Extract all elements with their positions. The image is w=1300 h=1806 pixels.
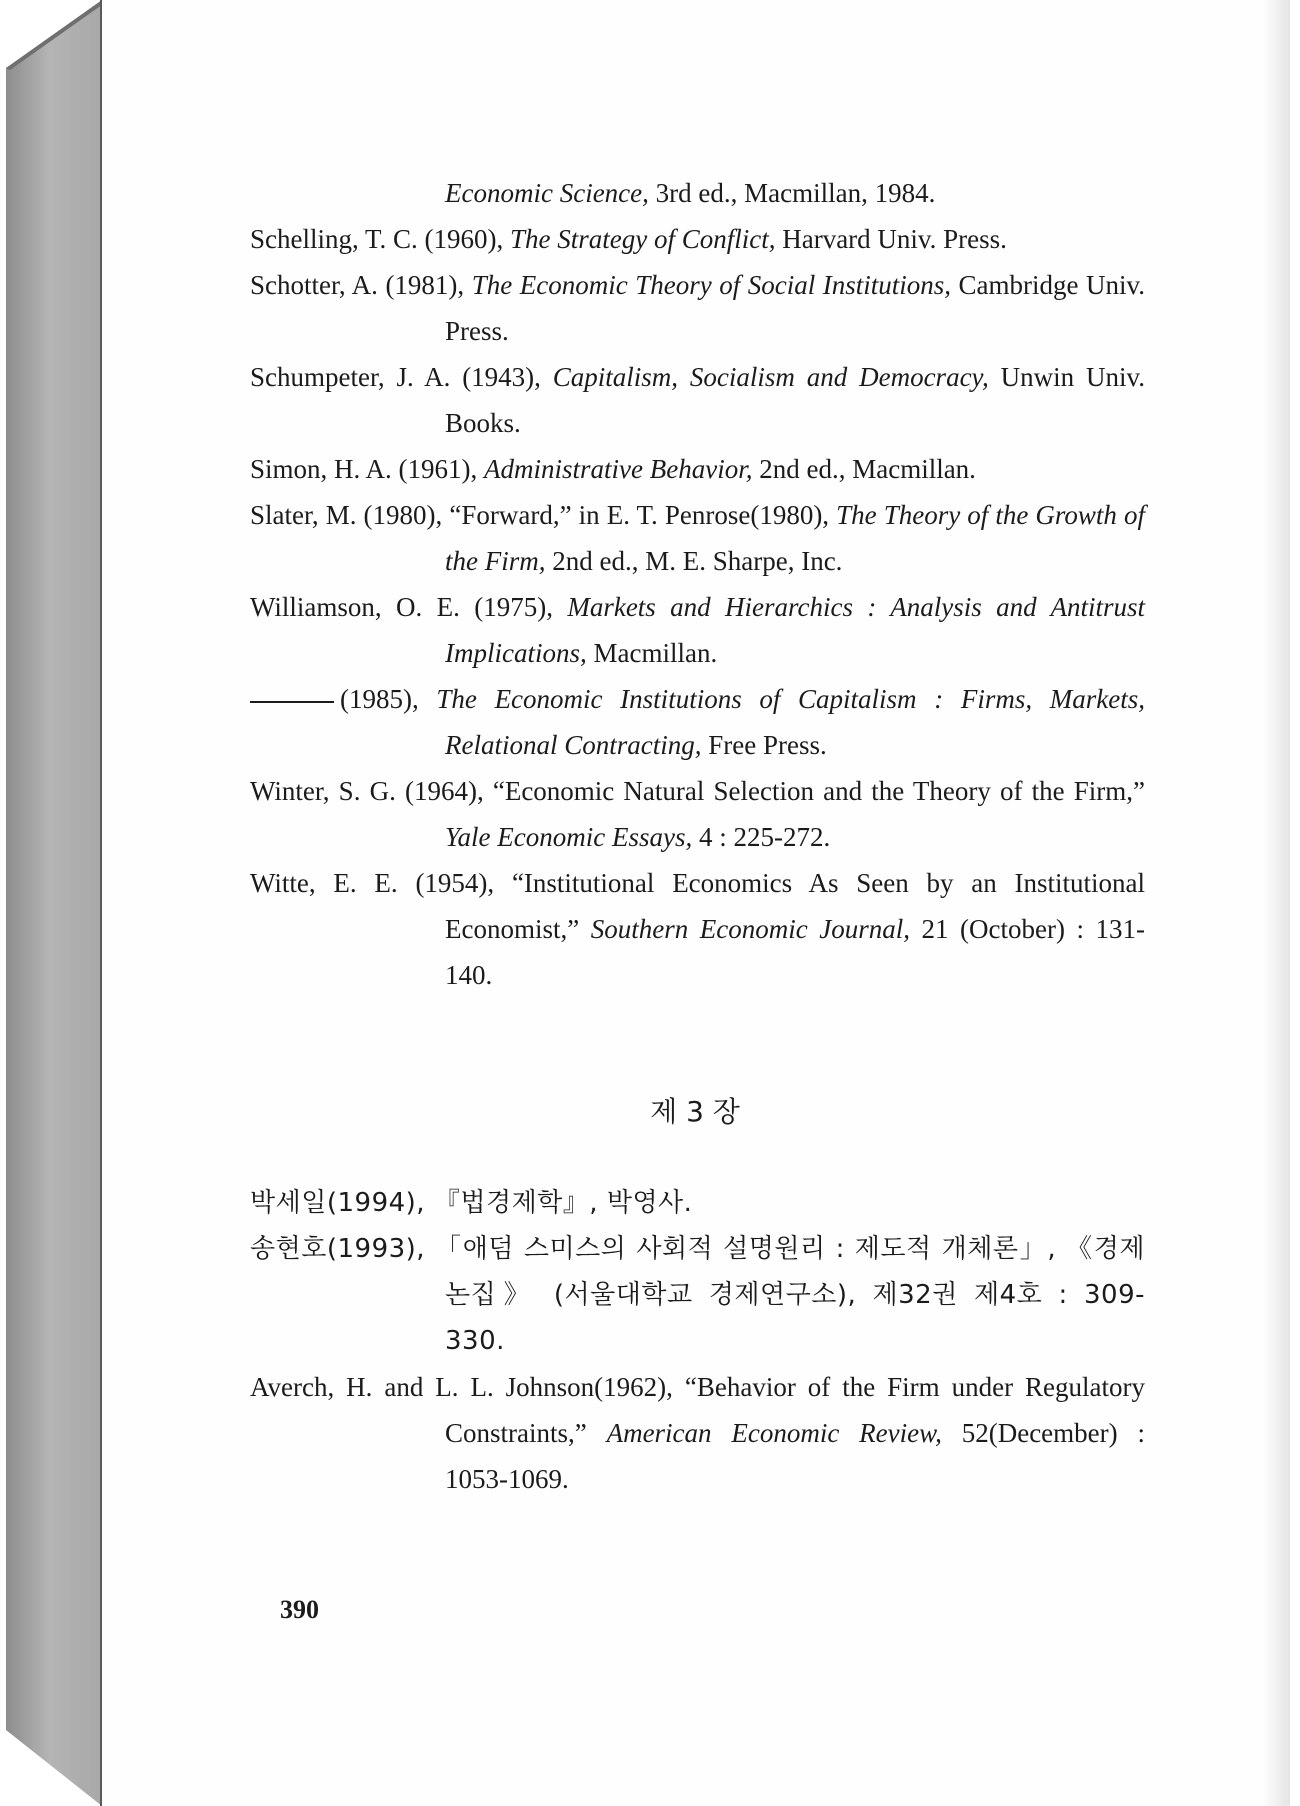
reference-text: Schotter, A. (1981), (250, 270, 472, 300)
reference-text: Schumpeter, J. A. (1943), (250, 362, 553, 392)
page-shadow (1262, 0, 1290, 1806)
reference-text: 52(December) : 1053-1069. (445, 1418, 1145, 1494)
repeat-author-dash (250, 701, 334, 703)
reference-entry (250, 446, 1145, 492)
reference-text: Schelling, T. C. (1960), (250, 224, 510, 254)
reference-text: 박세일(1994), 『법경제학』, 박영사. (250, 1188, 693, 1218)
reference-text: 송현호(1993), 「애덤 스미스의 사회적 설명원리 : 제도적 개체론」, 《경제논집》 (서울대학교 경제연구소), 제32권 제4호 : 309-330. (250, 1234, 1145, 1356)
reference-title: Southern Economic Journal, (590, 914, 910, 944)
reference-text: Free Press. (701, 730, 827, 760)
reference-title: Economic Science, (445, 178, 649, 208)
reference-text: 2nd ed., M. E. Sharpe, Inc. (545, 546, 843, 576)
reference-entry (250, 860, 1145, 998)
reference-title: The Economic Institutions of Capitalism : Firms, Markets, Relational Contracting, (436, 684, 1145, 760)
book-spine (6, 0, 102, 1806)
reference-text: Simon, H. A. (1961), (250, 454, 485, 484)
reference-entry (250, 492, 1145, 584)
reference-title: The Strategy of Conflict, (509, 224, 776, 254)
reference-entry (250, 584, 1145, 676)
reference-text: Winter, S. G. (1964), “Economic Natural Selection and the Theory of the Firm,” (250, 776, 1145, 806)
reference-title: Capitalism, Socialism and Democracy, (552, 362, 989, 392)
reference-title: American Economic Review, (606, 1418, 942, 1448)
reference-text: Averch, H. and L. L. Johnson(1962), “Behavior of the Firm under Regulatory Constraints,” (250, 1372, 1145, 1448)
page-number: 390 (280, 1595, 319, 1624)
reference-text: Macmillan. (586, 638, 718, 668)
reference-title: Markets and Hierarchics : Analysis and Antitrust Implications, (445, 592, 1145, 668)
reference-text: Witte, E. E. (1954), “Institutional Economics As Seen by an Institutional Economist,” (250, 868, 1145, 944)
reference-text: Unwin Univ. Books. (445, 362, 1145, 438)
reference-title: Yale Economic Essays, (445, 822, 693, 852)
reference-title: Administrative Behavior, (484, 454, 753, 484)
reference-text: 3rd ed., Macmillan, 1984. (648, 178, 936, 208)
reference-text: (1985), (340, 684, 437, 714)
reference-text: Harvard Univ. Press. (775, 224, 1007, 254)
reference-text: 4 : 225-272. (692, 822, 831, 852)
reference-text: 2nd ed., Macmillan. (752, 454, 976, 484)
reference-text: Williamson, O. E. (1975), (250, 592, 568, 622)
reference-entry (250, 216, 1145, 262)
reference-entry (250, 1180, 1145, 1226)
reference-entry (250, 676, 1145, 768)
reference-text: Cambridge Univ. Press. (445, 270, 1146, 346)
reference-text: 21 (October) : 131-140. (445, 914, 1145, 990)
reference-list-chapter-3 (250, 1180, 1145, 1502)
reference-entry (250, 768, 1145, 860)
reference-text: Slater, M. (1980), “Forward,” in E. T. Penrose(1980), (250, 500, 837, 530)
reference-list (250, 170, 1145, 998)
reference-entry (250, 170, 1145, 216)
reference-entry (250, 262, 1145, 354)
reference-title: The Economic Theory of Social Institutions, (471, 270, 951, 300)
reference-entry (250, 354, 1145, 446)
reference-entry (250, 1226, 1145, 1364)
reference-entry (250, 1364, 1145, 1502)
reference-title: The Theory of the Growth of the Firm, (445, 500, 1146, 576)
section-heading: 제 3 장 (650, 1095, 740, 1128)
